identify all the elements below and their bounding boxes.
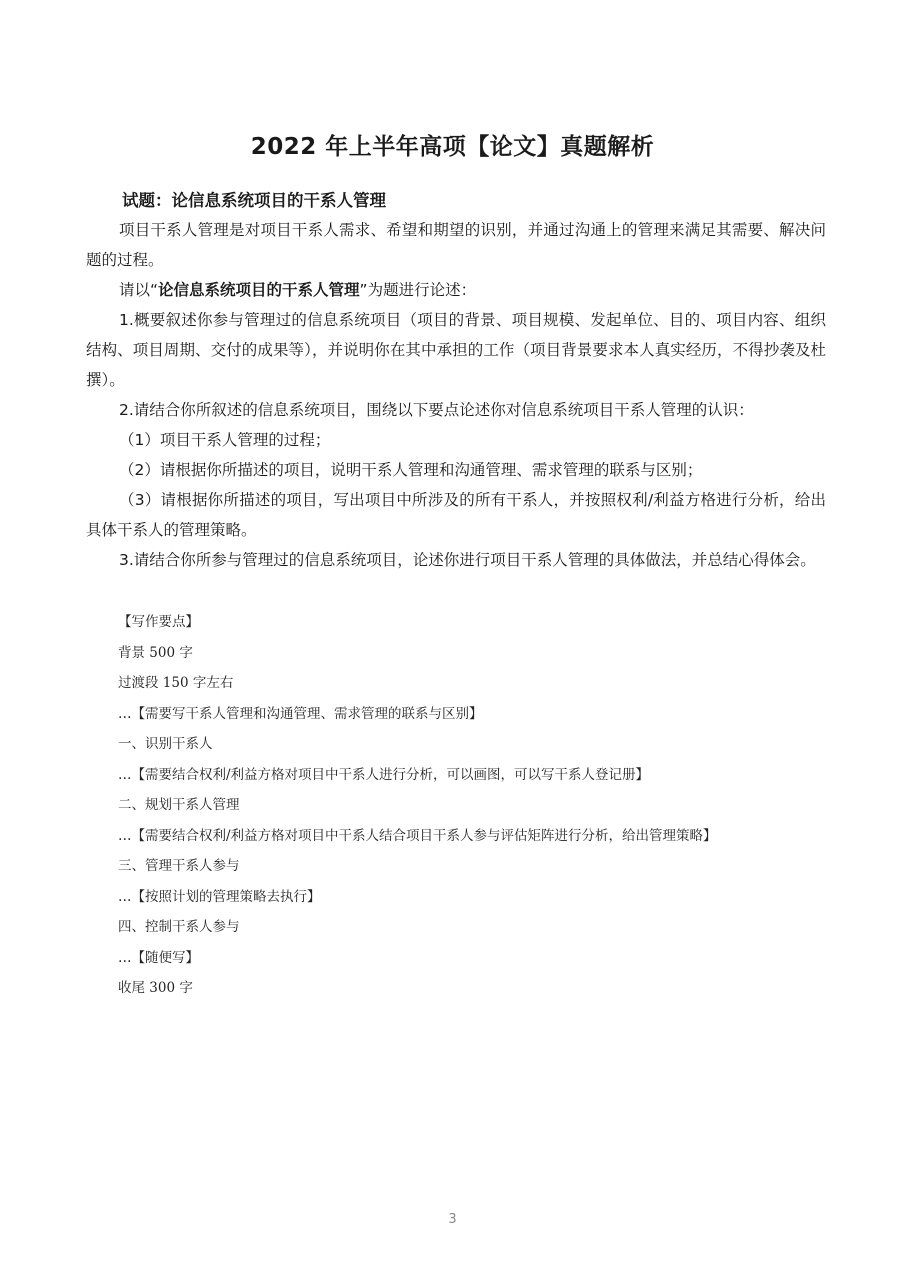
outline-line: …【需要结合权利/利益方格对项目中干系人结合项目干系人参与评估矩阵进行分析，给出管理策略】 [118,827,717,844]
outline-line: 一、识别干系人 [118,736,213,752]
outline-line: 收尾 300 字 [118,980,193,996]
outline-line: 【写作要点】 [118,614,199,630]
outline-line: 背景 500 字 [118,644,193,661]
outline-line: 三、管理干系人参与 [118,858,240,874]
outline-line: …【需要写干系人管理和沟通管理、需求管理的联系与区别】 [118,705,483,722]
question-2: 2.请结合你所叙述的信息系统项目，围绕以下要点论述你对信息系统项目干系人管理的认识： [119,401,754,419]
outline-line: 二、规划干系人管理 [118,797,240,813]
outline-line: …【按照计划的管理策略去执行】 [118,888,321,905]
question-1: 1.概要叙述你参与管理过的信息系统项目（项目的背景、项目规模、发起单位、目的、项目内容、组织结构、项目周期、交付的成果等），并说明你在其中承担的工作（项目背景要求本人真实经历，不得抄袭及杜撰）。 [86,311,826,389]
essay-body [86,215,826,575]
question-3: 3.请结合你所参与管理过的信息系统项目，论述你进行项目干系人管理的具体做法，并总结心得体会。 [119,551,816,569]
outline-line: …【随便写】 [118,949,199,966]
prompt-bold-title: 论信息系统项目的干系人管理 [158,281,360,299]
page-number: 3 [448,1212,457,1227]
outline-line: 过渡段 150 字左右 [118,675,234,691]
page-title: 2022 年上半年高项【论文】真题解析 [250,134,655,160]
outline-line: 四、控制干系人参与 [118,919,240,935]
prompt-after: ”为题进行论述： [359,281,477,299]
essay-subject: 试题：论信息系统项目的干系人管理 [122,191,386,210]
prompt-paragraph [86,275,826,305]
outline-line: …【需要结合权利/利益方格对项目中干系人进行分析，可以画图，可以写干系人登记册】 [118,766,650,783]
prompt-before: 请以“ [119,281,159,299]
question-2-point-3: （3）请根据你所描述的项目，写出项目中所涉及的所有干系人，并按照权利/利益方格进行分析，给出具体干系人的管理策略。 [86,491,826,539]
question-2-point-2: （2）请根据你所描述的项目，说明干系人管理和沟通管理、需求管理的联系与区别； [119,461,703,479]
intro-paragraph: 项目干系人管理是对项目干系人需求、希望和期望的识别，并通过沟通上的管理来满足其需要、解决问题的过程。 [86,221,826,269]
question-2-point-1: （1）项目干系人管理的过程； [119,431,331,449]
writing-outline [118,607,838,1004]
